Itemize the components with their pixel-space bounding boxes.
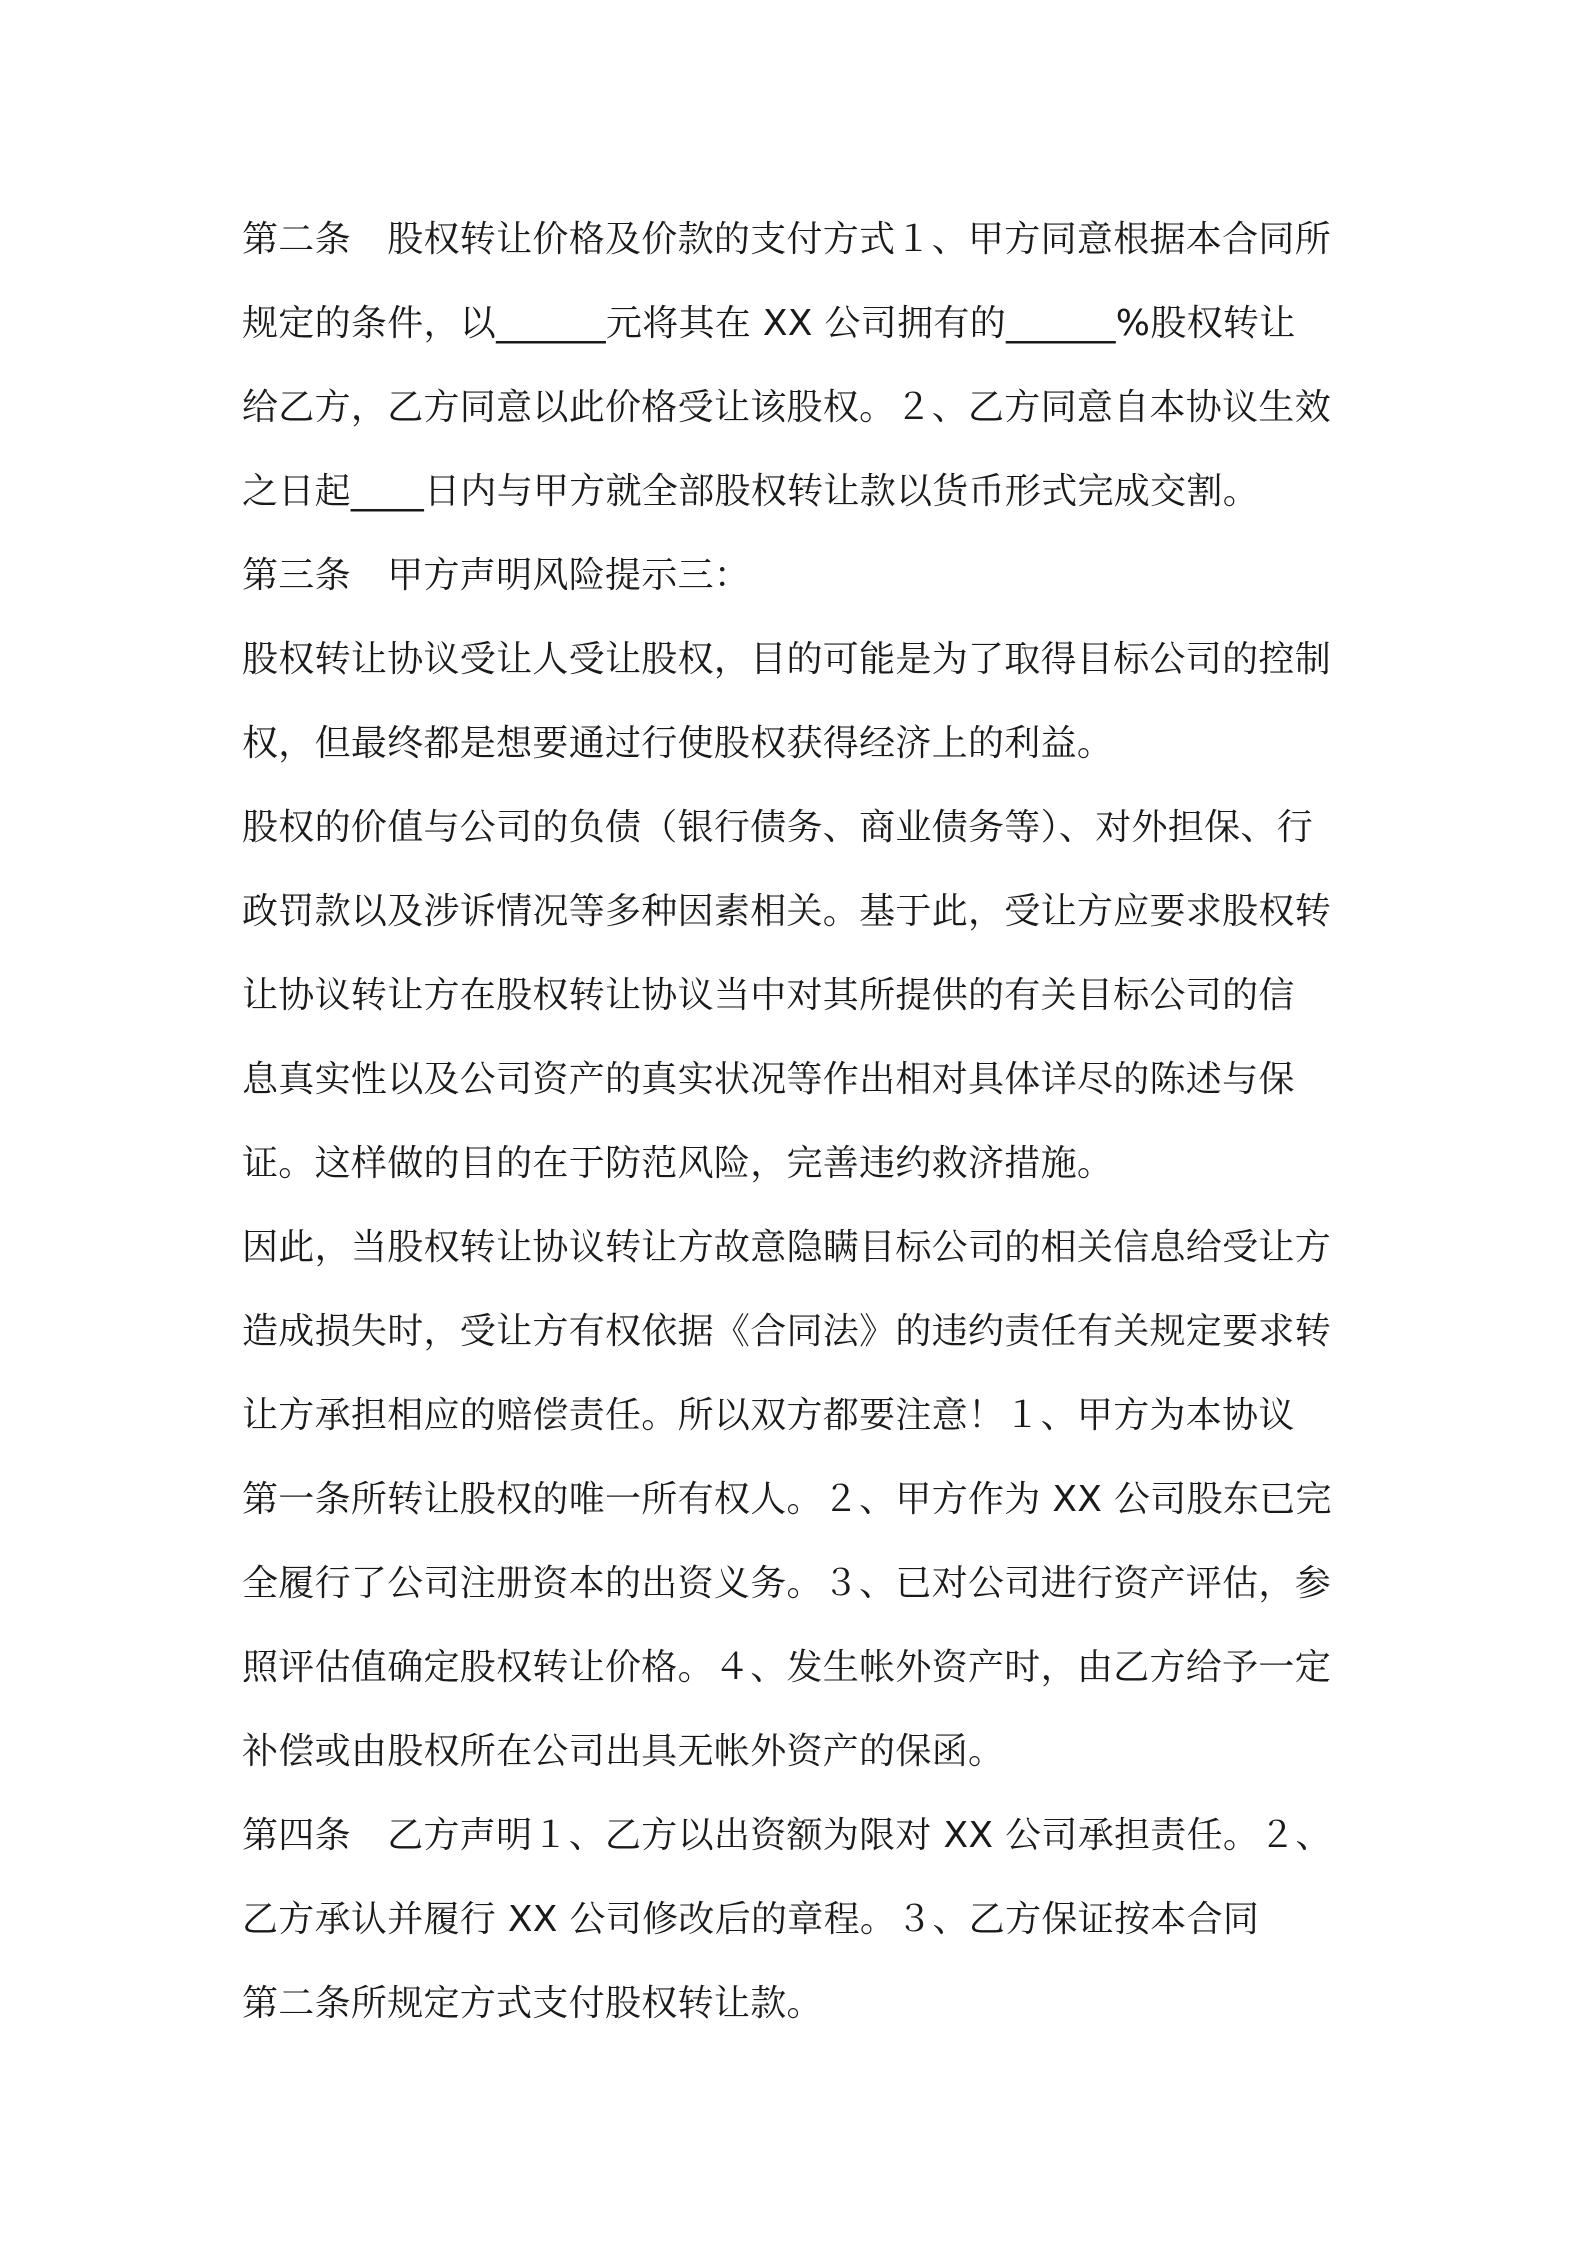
text-line: 政罚款以及涉诉情况等多种因素相关。基于此，受让方应要求股权转 (242, 891, 1332, 932)
text-line: 第三条 甲方声明风险提示三： (242, 555, 751, 596)
text-line: 第二条 股权转让价格及价款的支付方式１、甲方同意根据本合同所 (242, 219, 1332, 260)
text-line: 全履行了公司注册资本的出资义务。３、已对公司进行资产评估，参 (242, 1563, 1332, 1604)
text-line: 规定的条件，以______元将其在 XX 公司拥有的______%股权转让 (242, 303, 1296, 344)
text-line: 让协议转让方在股权转让协议当中对其所提供的有关目标公司的信 (242, 975, 1295, 1016)
text-line: 补偿或由股权所在公司出具无帐外资产的保函。 (242, 1731, 1005, 1772)
text-line: 之日起____日内与甲方就全部股权转让款以货币形式完成交割。 (242, 471, 1260, 512)
text-line: 证。这样做的目的在于防范风险，完善违约救济措施。 (242, 1143, 1114, 1184)
text-line: 因此，当股权转让协议转让方故意隐瞒目标公司的相关信息给受让方 (242, 1227, 1332, 1268)
text-line: 让方承担相应的赔偿责任。所以双方都要注意！１、甲方为本协议 (242, 1395, 1295, 1436)
text-line: 给乙方，乙方同意以此价格受让该股权。２、乙方同意自本协议生效 (242, 387, 1332, 428)
text-line: 造成损失时，受让方有权依据《合同法》的违约责任有关规定要求转 (242, 1311, 1332, 1352)
text-line: 照评估值确定股权转让价格。４、发生帐外资产时，由乙方给予一定 (242, 1647, 1332, 1688)
text-line: 第二条所规定方式支付股权转让款。 (242, 1983, 823, 2024)
text-line: 股权转让协议受让人受让股权，目的可能是为了取得目标公司的控制 (242, 639, 1332, 680)
text-line: 第四条 乙方声明１、乙方以出资额为限对 XX 公司承担责任。２、 (242, 1815, 1332, 1856)
text-line: 乙方承认并履行 XX 公司修改后的章程。３、乙方保证按本合同 (242, 1899, 1260, 1940)
document-body (242, 198, 1362, 2046)
text-line: 股权的价值与公司的负债（银行债务、商业债务等）、对外担保、行 (242, 807, 1314, 848)
text-line: 第一条所转让股权的唯一所有权人。２、甲方作为 XX 公司股东已完 (242, 1479, 1332, 1520)
text-line: 权，但最终都是想要通过行使股权获得经济上的利益。 (242, 723, 1114, 764)
text-line: 息真实性以及公司资产的真实状况等作出相对具体详尽的陈述与保 (242, 1059, 1295, 1100)
